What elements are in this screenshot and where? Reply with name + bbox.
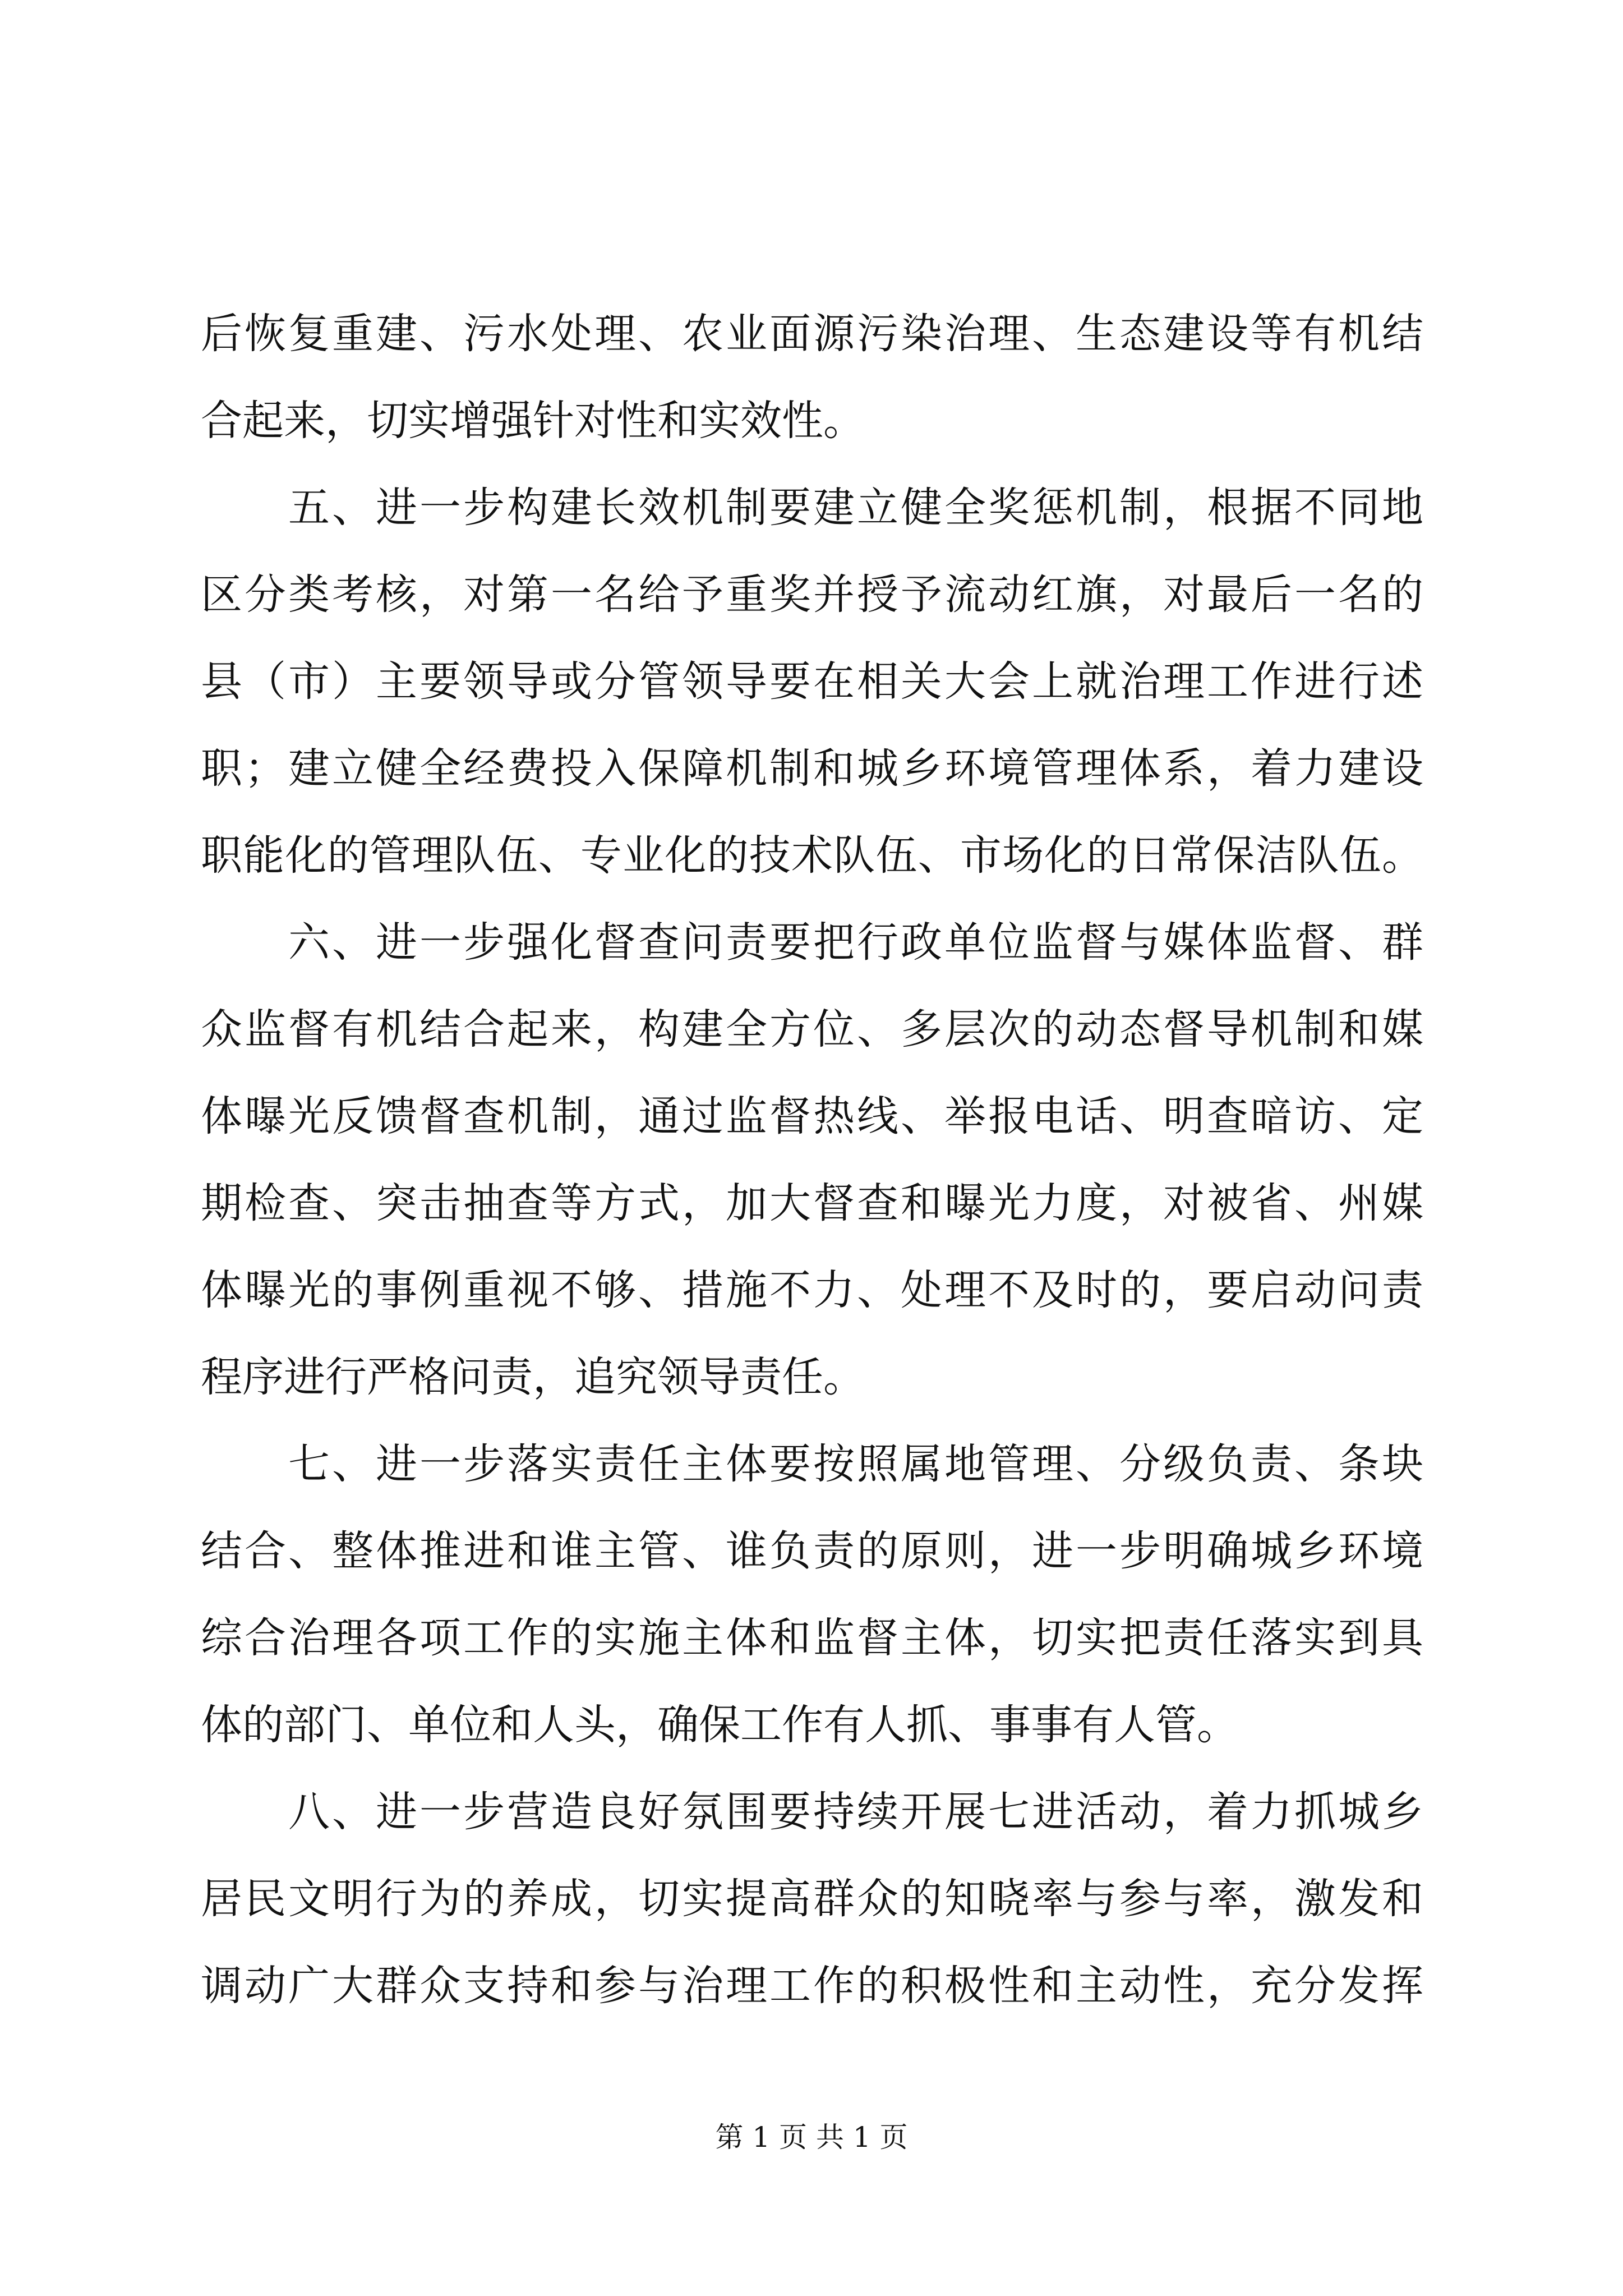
text-line: 众监督有机结合起来，构建全方位、多层次的动态督导机制和媒 <box>201 1005 1423 1053</box>
text-line: 县（市）主要领导或分管领导要在相关大会上就治理工作进行述 <box>201 657 1423 706</box>
text-line: 区分类考核，对第一名给予重奖并授予流动红旗，对最后一名的 <box>201 570 1423 619</box>
text-line: 八、进一步营造良好氛围要持续开展七进活动，着力抓城乡 <box>201 1788 1423 1836</box>
text-line: 七、进一步落实责任主体要按照属地管理、分级负责、条块 <box>201 1440 1423 1488</box>
text-line: 体曝光反馈督查机制，通过监督热线、举报电话、明查暗访、定 <box>201 1092 1423 1140</box>
text-line: 合起来，切实增强针对性和实效性。 <box>201 397 865 445</box>
text-line: 体曝光的事例重视不够、措施不力、处理不及时的，要启动问责 <box>201 1266 1423 1314</box>
text-line: 居民文明行为的养成，切实提高群众的知晓率与参与率，激发和 <box>201 1875 1423 1923</box>
text-line: 期检查、突击抽查等方式，加大督查和曝光力度，对被省、州媒 <box>201 1179 1423 1227</box>
text-line: 职能化的管理队伍、专业化的技术队伍、市场化的日常保洁队伍。 <box>201 831 1423 880</box>
text-line: 后恢复重建、污水处理、农业面源污染治理、生态建设等有机结 <box>201 310 1423 358</box>
text-line: 五、进一步构建长效机制要建立健全奖惩机制，根据不同地 <box>201 484 1423 532</box>
text-line: 综合治理各项工作的实施主体和监督主体，切实把责任落实到具 <box>201 1614 1423 1662</box>
text-line: 六、进一步强化督查问责要把行政单位监督与媒体监督、群 <box>201 918 1423 967</box>
text-line: 结合、整体推进和谁主管、谁负责的原则，进一步明确城乡环境 <box>201 1527 1423 1575</box>
text-line: 程序进行严格问责，追究领导责任。 <box>201 1353 865 1401</box>
page-number-footer: 第 1 页 共 1 页 <box>715 2121 908 2154</box>
text-line: 体的部门、单位和人头，确保工作有人抓、事事有人管。 <box>201 1701 1238 1749</box>
text-line: 职；建立健全经费投入保障机制和城乡环境管理体系，着力建设 <box>201 744 1423 793</box>
text-line: 调动广大群众支持和参与治理工作的积极性和主动性，充分发挥 <box>201 1962 1423 2010</box>
